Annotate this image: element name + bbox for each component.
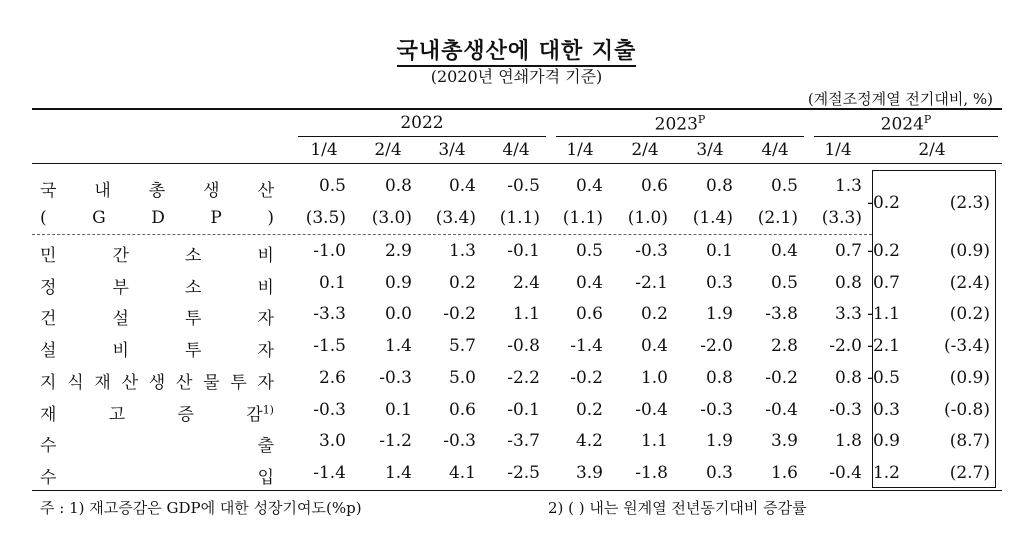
label-char: 소 — [185, 246, 202, 266]
gdp-value: 0.4 — [448, 176, 476, 196]
cell-value: 0.9 — [384, 273, 412, 293]
cell-value: 4.1 — [448, 463, 476, 483]
header-bottom-rule — [32, 163, 1002, 164]
gdp-value: 0.5 — [770, 176, 798, 196]
table-top-rule — [32, 108, 1002, 110]
label-char: P — [210, 208, 222, 228]
quarter-header: 1/4 — [824, 140, 852, 160]
label-char: 재 — [94, 373, 111, 393]
gdp-value: -0.2 — [867, 193, 900, 213]
cell-value: -2.0 — [700, 336, 733, 356]
cell-yoy: (2.4) — [949, 273, 990, 293]
gdp-value: 0.8 — [384, 176, 412, 196]
cell-value: -2.0 — [829, 336, 862, 356]
cell-value: 1.1 — [512, 304, 540, 324]
year-header — [810, 113, 1002, 135]
label-char: 생 — [203, 181, 220, 201]
cell-value: 0.8 — [705, 368, 733, 388]
quarter-header: 3/4 — [696, 140, 724, 160]
cell-value: -0.4 — [829, 463, 862, 483]
label-char: 산 — [121, 373, 138, 393]
cell-value: -0.3 — [313, 400, 346, 420]
cell-value: -0.2 — [867, 241, 900, 261]
cell-value: 1.3 — [448, 241, 476, 261]
cell-yoy: (-0.8) — [943, 400, 990, 420]
cell-value: 3.9 — [770, 431, 798, 451]
cell-value: 0.5 — [770, 273, 798, 293]
gdp-value: 0.4 — [575, 176, 603, 196]
gdp-value: 0.8 — [705, 176, 733, 196]
cell-value: 3.3 — [834, 304, 862, 324]
quarter-header: 4/4 — [761, 140, 789, 160]
table-bottom-rule — [32, 490, 1002, 491]
cell-value: 0.7 — [834, 241, 862, 261]
cell-value: -0.2 — [443, 304, 476, 324]
cell-value: -0.5 — [867, 368, 900, 388]
year-label: 2022 — [400, 113, 444, 133]
cell-value: 0.6 — [448, 400, 476, 420]
cell-value: 1.4 — [384, 336, 412, 356]
table-title: 국내총생산에 대한 지출 — [0, 34, 1033, 65]
label-char: 건 — [40, 309, 57, 329]
cell-value: -0.3 — [635, 241, 668, 261]
gdp-yoy: (3.3) — [821, 208, 862, 228]
quarter-header: 2/4 — [374, 140, 402, 160]
year-sup: P — [923, 113, 932, 126]
cell-value: 2.8 — [770, 336, 798, 356]
quarter-header: 2/4 — [918, 140, 946, 160]
gdp-separator — [32, 234, 872, 235]
label-char: 투 — [185, 341, 202, 361]
quarter-header: 1/4 — [310, 140, 338, 160]
cell-value: 1.1 — [640, 431, 668, 451]
cell-value: 3.9 — [575, 463, 603, 483]
cell-value: -1.4 — [313, 463, 346, 483]
cell-value: -2.5 — [507, 463, 540, 483]
gdp-value: 1.3 — [834, 176, 862, 196]
cell-value: -0.1 — [507, 400, 540, 420]
label-char: 재 — [40, 405, 57, 425]
row-label — [40, 241, 274, 266]
label-char: 고 — [108, 405, 126, 425]
cell-value: 0.5 — [575, 241, 603, 261]
cell-yoy: (2.7) — [949, 463, 990, 483]
table-subtitle: (2020년 연쇄가격 기준) — [430, 67, 603, 86]
cell-value: 0.0 — [384, 304, 412, 324]
label-char: ) — [267, 208, 274, 228]
cell-yoy: (0.9) — [949, 368, 990, 388]
year-label: 2023 — [654, 114, 698, 135]
cell-value: 5.0 — [448, 368, 476, 388]
gdp-yoy: (1.1) — [499, 208, 540, 228]
label-char: 출 — [257, 436, 274, 456]
label-char: 자 — [257, 341, 274, 361]
cell-value: 0.1 — [384, 400, 412, 420]
label-char: ( — [40, 208, 47, 228]
unit-label: (계절조정계열 전기대비, %) — [807, 90, 993, 108]
label-char: 설 — [40, 341, 57, 361]
row-label — [40, 431, 274, 456]
label-char: 국 — [40, 181, 57, 201]
cell-value: 0.4 — [575, 273, 603, 293]
cell-value: -0.8 — [507, 336, 540, 356]
cell-value: 0.9 — [872, 431, 900, 451]
cell-value: -2.2 — [507, 368, 540, 388]
label-char: D — [151, 208, 165, 228]
cell-yoy: (-3.4) — [943, 336, 990, 356]
row-label — [40, 368, 274, 393]
row-label — [40, 400, 274, 425]
cell-value: -2.1 — [635, 273, 668, 293]
label-char: 정 — [40, 278, 57, 298]
cell-value: 1.2 — [872, 463, 900, 483]
label-char: 비 — [257, 278, 274, 298]
label-char: 물 — [203, 373, 220, 393]
cell-value: 5.7 — [448, 336, 476, 356]
quarter-header: 2/4 — [631, 140, 659, 160]
cell-value: 2.6 — [318, 368, 346, 388]
cell-value: 0.4 — [770, 241, 798, 261]
gdp-value: 0.6 — [640, 176, 668, 196]
cell-value: -3.3 — [313, 304, 346, 324]
cell-value: -0.3 — [700, 400, 733, 420]
label-char: 투 — [185, 309, 202, 329]
label-char: 부 — [112, 278, 129, 298]
label-char: 소 — [185, 278, 202, 298]
label-sup: 1) — [262, 403, 274, 417]
quarter-header: 3/4 — [438, 140, 466, 160]
cell-value: 0.2 — [448, 273, 476, 293]
cell-yoy: (0.2) — [949, 304, 990, 324]
label-char: 비 — [112, 341, 129, 361]
row-label — [40, 463, 274, 488]
cell-value: -0.1 — [507, 241, 540, 261]
label-char: 간 — [112, 246, 129, 266]
cell-value: 2.4 — [512, 273, 540, 293]
cell-value: -2.1 — [867, 336, 900, 356]
highlight-box — [872, 170, 996, 488]
cell-value: -0.2 — [570, 368, 603, 388]
footnote-2: 2) ( ) 내는 원계열 전년동기대비 증감률 — [548, 499, 807, 517]
gdp-yoy: (3.4) — [435, 208, 476, 228]
cell-value: -0.4 — [635, 400, 668, 420]
footnote-1: 주 : 1) 재고증감은 GDP에 대한 성장기여도(%p) — [40, 499, 362, 517]
gdp-value: -0.5 — [507, 176, 540, 196]
row-label — [40, 273, 274, 298]
cell-value: 1.9 — [705, 304, 733, 324]
cell-value: 0.4 — [640, 336, 668, 356]
label-char: 입 — [257, 468, 274, 488]
cell-value: -3.8 — [765, 304, 798, 324]
label-char: 수 — [40, 468, 57, 488]
cell-value: -0.4 — [765, 400, 798, 420]
gdp-yoy: (3.5) — [305, 208, 346, 228]
cell-value: -1.2 — [379, 431, 412, 451]
cell-value: 1.8 — [834, 431, 862, 451]
gdp-value: 0.5 — [318, 176, 346, 196]
cell-value: -0.3 — [443, 431, 476, 451]
label-char: 생 — [148, 373, 166, 393]
cell-value: 0.1 — [318, 273, 346, 293]
label-char: G — [92, 208, 106, 228]
quarter-header: 4/4 — [502, 140, 530, 160]
cell-value: -3.7 — [507, 431, 540, 451]
cell-value: 0.2 — [575, 400, 603, 420]
cell-value: 1.9 — [705, 431, 733, 451]
cell-value: -1.4 — [570, 336, 603, 356]
cell-value: 1.4 — [384, 463, 412, 483]
cell-value: 2.9 — [384, 241, 412, 261]
row-label-gdp-sub — [40, 208, 274, 228]
label-char: 투 — [230, 373, 247, 393]
label-char: 식 — [67, 373, 84, 393]
cell-value: -1.1 — [867, 304, 900, 324]
label-char: 총 — [148, 181, 166, 201]
gdp-yoy: (1.1) — [562, 208, 603, 228]
cell-value: 0.8 — [834, 368, 862, 388]
label-char: 민 — [40, 246, 57, 266]
gdp-yoy: (1.0) — [627, 208, 668, 228]
gdp-yoy: (2.1) — [757, 208, 798, 228]
year-sup: P — [697, 113, 706, 126]
gdp-yoy: (1.4) — [692, 208, 733, 228]
label-char: 비 — [257, 246, 274, 266]
cell-value: 0.2 — [640, 304, 668, 324]
cell-value: 0.3 — [705, 273, 733, 293]
cell-value: 1.0 — [640, 368, 668, 388]
cell-value: 0.8 — [834, 273, 862, 293]
cell-value: 3.0 — [318, 431, 346, 451]
year-header — [552, 113, 808, 135]
cell-value: -1.5 — [313, 336, 346, 356]
label-char: 자 — [257, 309, 274, 329]
cell-value: -1.8 — [635, 463, 668, 483]
cell-value: 0.3 — [872, 400, 900, 420]
label-char: 자 — [257, 373, 274, 393]
cell-value: 4.2 — [575, 431, 603, 451]
cell-value: 0.6 — [575, 304, 603, 324]
quarter-header: 1/4 — [566, 140, 594, 160]
cell-value: -0.2 — [765, 368, 798, 388]
gdp-yoy: (3.0) — [371, 208, 412, 228]
cell-value: -0.3 — [829, 400, 862, 420]
label-char: 증 — [177, 405, 194, 425]
cell-value: 0.1 — [705, 241, 733, 261]
label-char: 산 — [175, 373, 193, 393]
label-char: 감$^{1)}$ — [246, 403, 274, 425]
cell-yoy: (8.7) — [949, 431, 990, 451]
label-char: 수 — [40, 436, 57, 456]
label-char: 산 — [257, 181, 274, 201]
year-underline — [814, 136, 998, 137]
year-label: 2024 — [880, 114, 924, 135]
cell-yoy: (0.9) — [949, 241, 990, 261]
label-char: 지 — [40, 373, 57, 393]
row-label — [40, 304, 274, 329]
label-char: 설 — [112, 309, 129, 329]
cell-value: -1.0 — [313, 241, 346, 261]
year-header — [294, 113, 550, 133]
label-char: 내 — [94, 181, 111, 201]
cell-value: -0.3 — [379, 368, 412, 388]
row-label — [40, 336, 274, 361]
cell-value: 1.6 — [770, 463, 798, 483]
gdp-yoy: (2.3) — [949, 193, 990, 213]
year-underline — [298, 136, 546, 137]
row-label-gdp — [40, 176, 274, 201]
cell-value: 0.7 — [872, 273, 900, 293]
year-underline — [556, 136, 804, 137]
cell-value: 0.3 — [705, 463, 733, 483]
